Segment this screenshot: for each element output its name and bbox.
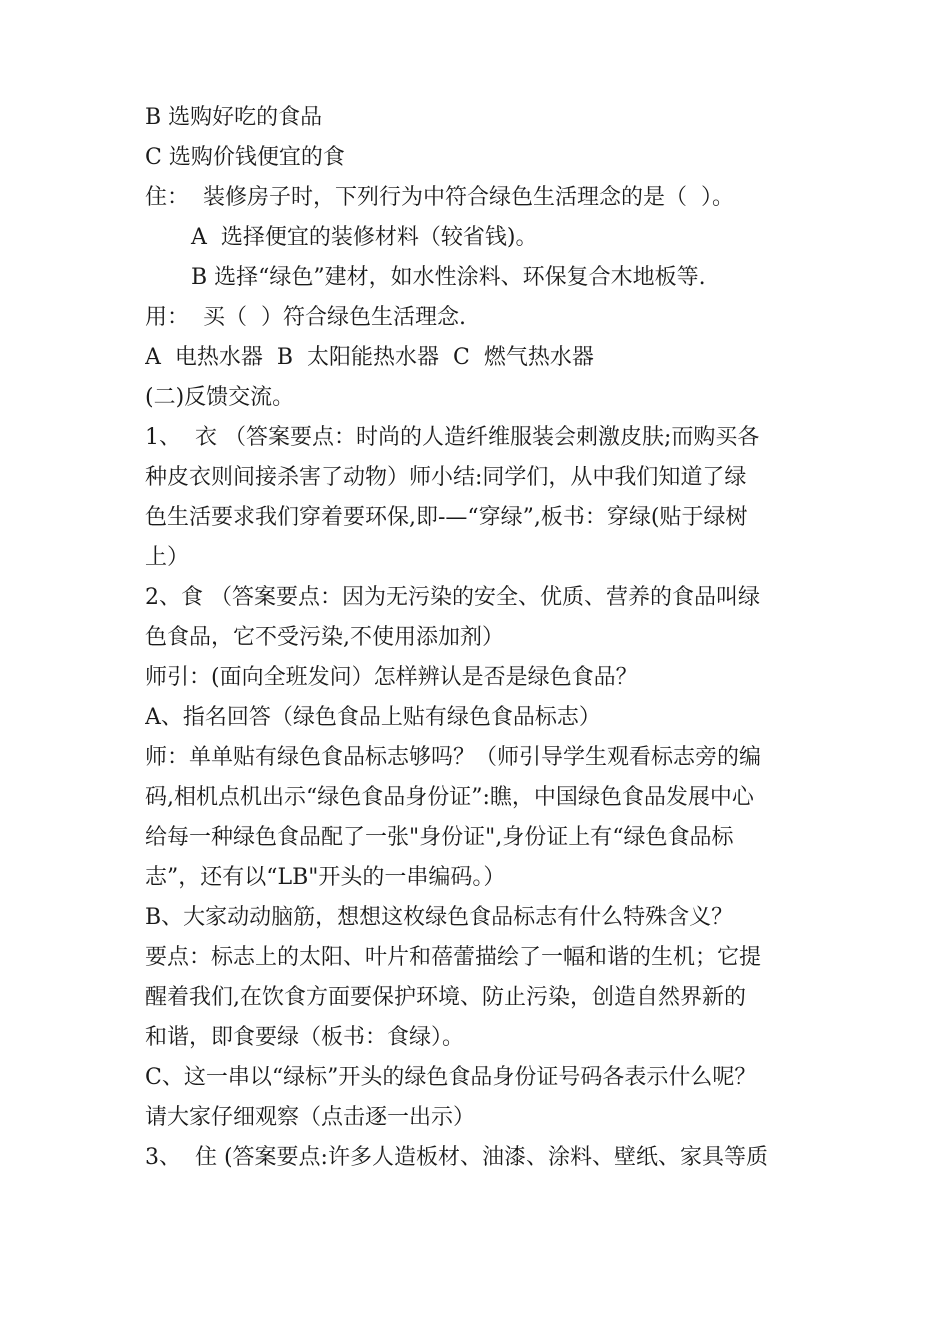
text-line: 请大家仔细观察（点击逐一出示） [145, 1105, 476, 1130]
text-line: C、这一串以“绿标”开头的绿色食品身份证号码各表示什么呢？ [145, 1065, 757, 1090]
text-line: A 选择便宜的装修材料（较省钱)。 [191, 225, 538, 250]
text-line: B 选购好吃的食品 [145, 105, 323, 130]
text-line: 用： 买（ ）符合绿色生活理念. [145, 305, 466, 330]
text-line: B 选择“绿色”建材，如水性涂料、环保复合木地板等. [191, 265, 706, 290]
section-heading: (二)反馈交流。 [145, 385, 295, 410]
text-line: 给每一种绿色食品配了一张"身份证",身份证上有“绿色食品标 [145, 825, 734, 850]
text-line: A、指名回答（绿色食品上贴有绿色食品标志） [145, 705, 601, 730]
text-line: 醒着我们,在饮食方面要保护环境、防止污染，创造自然界新的 [145, 985, 746, 1010]
text-line: B、大家动动脑筋，想想这枚绿色食品标志有什么特殊含义？ [145, 905, 734, 930]
text-line: 3、 住 (答案要点:许多人造板材、油漆、涂料、壁纸、家具等质 [145, 1145, 768, 1170]
text-line: 色生活要求我们穿着要环保,即-—“穿绿”,板书：穿绿(贴于绿树 [145, 505, 748, 530]
text-line: 师引：(面向全班发问）怎样辨认是否是绿色食品？ [145, 665, 638, 690]
text-line: 码,相机点机出示“绿色食品身份证”:瞧，中国绿色食品发展中心 [145, 785, 754, 810]
text-line: 上） [145, 545, 190, 570]
text-line: 志”，还有以“LB"开头的一串编码。） [145, 865, 506, 890]
text-line: 2、食 （答案要点：因为无污染的安全、优质、营养的食品叫绿 [145, 585, 760, 610]
text-line: 住： 装修房子时，下列行为中符合绿色生活理念的是（ ）。 [145, 185, 734, 210]
text-line: 种皮衣则间接杀害了动物）师小结:同学们，从中我们知道了绿 [145, 465, 747, 490]
text-line: 色食品，它不受污染,不使用添加剂） [145, 625, 504, 650]
text-line: 要点：标志上的太阳、叶片和蓓蕾描绘了一幅和谐的生机；它提 [145, 945, 762, 970]
text-line: 师：单单贴有绿色食品标志够吗？（师引导学生观看标志旁的编 [145, 745, 762, 770]
text-line: 1、 衣 （答案要点：时尚的人造纤维服装会刺激皮肤;而购买各 [145, 425, 760, 450]
document-body [145, 98, 825, 1178]
text-line: 和谐，即食要绿（板书：食绿）。 [145, 1025, 465, 1050]
text-line: A 电热水器 B 太阳能热水器 C 燃气热水器 [145, 345, 594, 370]
text-line: C 选购价钱便宜的食 [145, 145, 345, 170]
